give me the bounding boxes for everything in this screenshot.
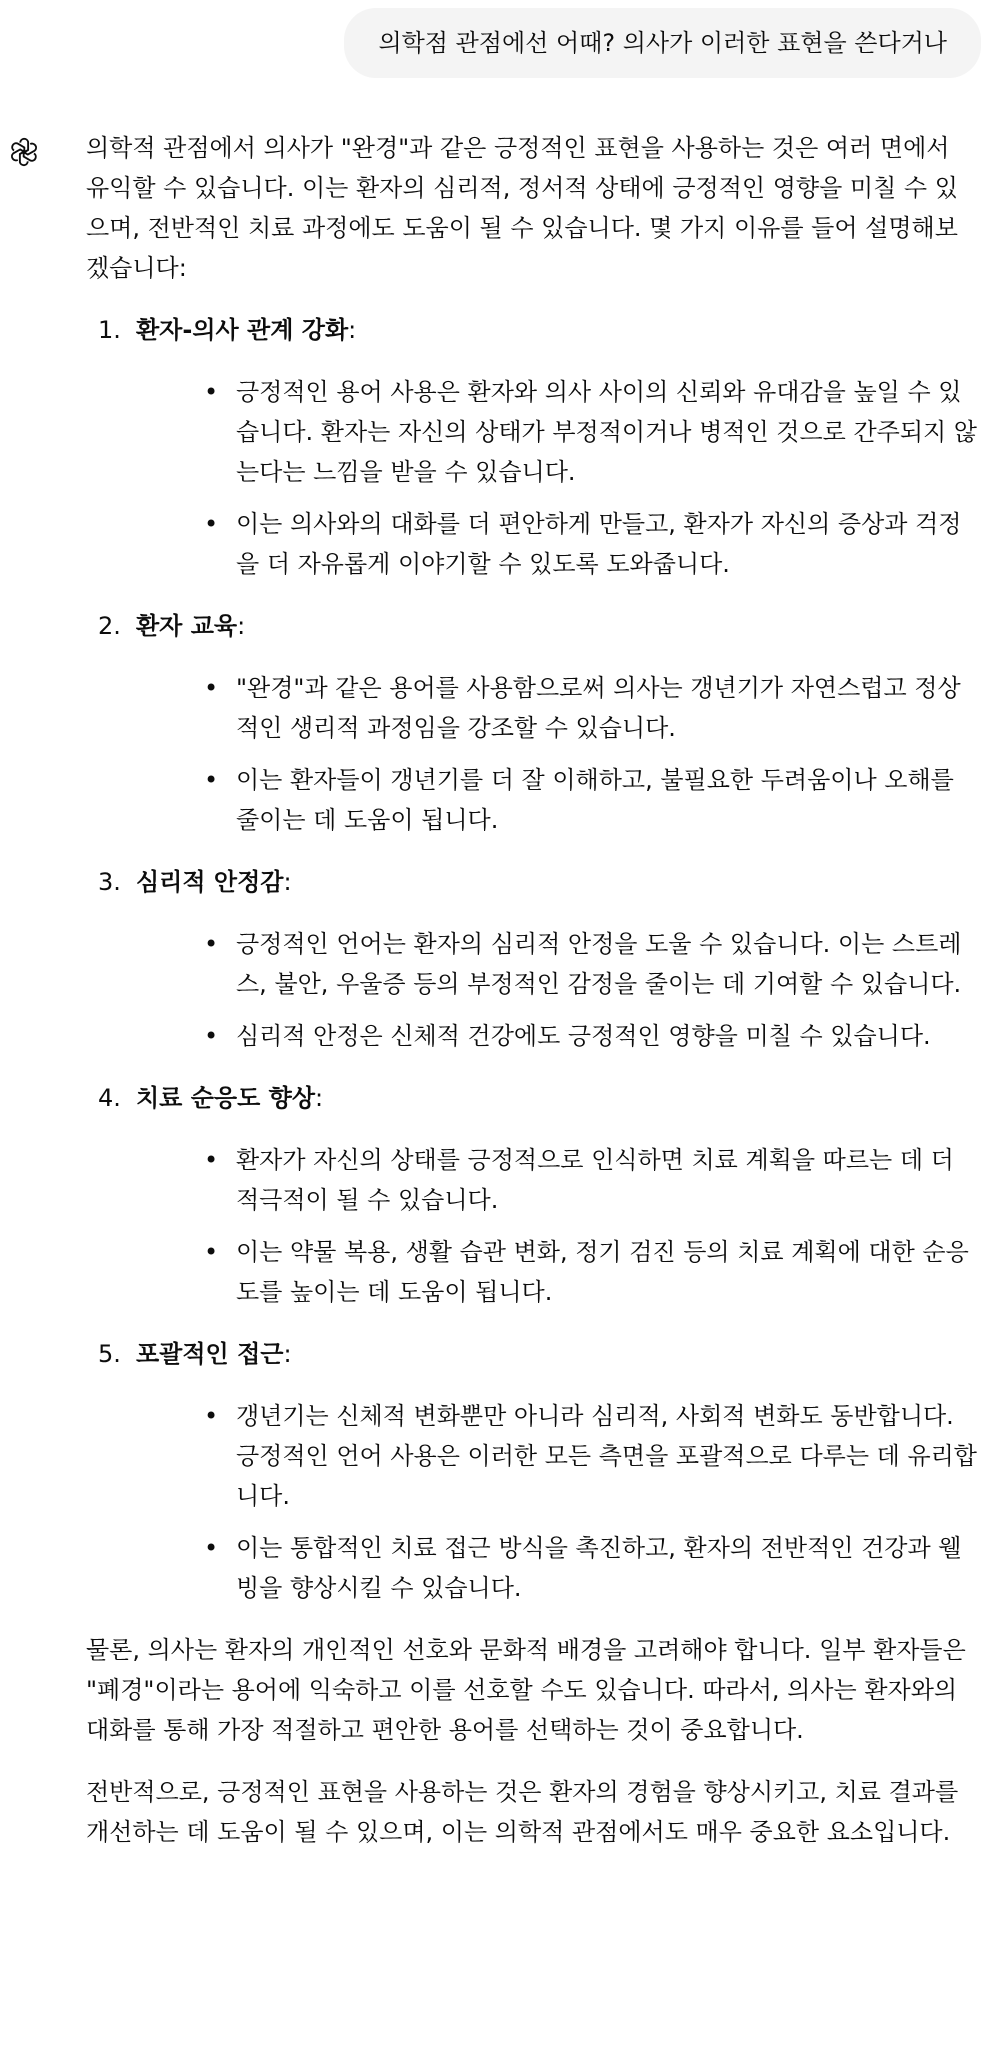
section-item xyxy=(98,862,980,1056)
bullet-point: • 이는 환자들이 갱년기를 더 잘 이해하고, 불필요한 두려움이나 오해를 줄이는 데 도움이 됩니다. xyxy=(236,760,980,840)
section-title: 포괄적인 접근 xyxy=(136,1340,284,1368)
user-message-bubble: 의학점 관점에선 어때? 의사가 이러한 표현을 쓴다거나 xyxy=(344,8,981,78)
section-number: 3. xyxy=(98,868,121,896)
section-colon: : xyxy=(283,1340,292,1368)
section-title: 환자-의사 관계 강화 xyxy=(136,316,349,344)
section-points xyxy=(136,1396,980,1608)
bullet-point: • 갱년기는 신체적 변화뿐만 아니라 심리적, 사회적 변화도 동반합니다. 긍정적인 언어 사용은 이러한 모든 측면을 포괄적으로 다루는 데 유리합니다. xyxy=(236,1396,980,1516)
section-points xyxy=(136,1140,980,1312)
section-colon: : xyxy=(348,316,357,344)
section-title: 심리적 안정감 xyxy=(136,868,284,896)
reasons-list xyxy=(86,310,980,1608)
section-heading xyxy=(98,1334,980,1374)
section-heading xyxy=(98,310,980,350)
section-points xyxy=(136,924,980,1056)
section-title: 환자 교육 xyxy=(136,612,238,640)
section-colon: : xyxy=(237,612,246,640)
section-number: 2. xyxy=(98,612,121,640)
user-message-row xyxy=(344,8,981,78)
section-points xyxy=(136,372,980,584)
bullet-point: • "완경"과 같은 용어를 사용함으로써 의사는 갱년기가 자연스럽고 정상적인 생리적 과정임을 강조할 수 있습니다. xyxy=(236,668,980,748)
bullet-point: • 심리적 안정은 신체적 건강에도 긍정적인 영향을 미칠 수 있습니다. xyxy=(236,1016,980,1056)
intro-paragraph: 의학적 관점에서 의사가 "완경"과 같은 긍정적인 표현을 사용하는 것은 여러 면에서 유익할 수 있습니다. 이는 환자의 심리적, 정서적 상태에 긍정적인 영향을 미칠 수 있으며, 전반적인 치료 과정에도 도움이 될 수 있습니다. 몇 가지 이유를 들어 설명해보겠습니다: xyxy=(86,134,958,282)
section-item xyxy=(98,606,980,840)
section-heading xyxy=(98,1078,980,1118)
section-item xyxy=(98,1078,980,1312)
section-heading xyxy=(98,862,980,902)
section-title: 치료 순응도 향상 xyxy=(136,1084,315,1112)
section-number: 4. xyxy=(98,1084,121,1112)
section-colon: : xyxy=(283,868,292,896)
summary-paragraph: 전반적으로, 긍정적인 표현을 사용하는 것은 환자의 경험을 향상시키고, 치료 결과를 개선하는 데 도움이 될 수 있으며, 이는 의학적 관점에서도 매우 중요한 요소입니다. xyxy=(86,1778,959,1846)
bullet-point: • 이는 통합적인 치료 접근 방식을 촉진하고, 환자의 전반적인 건강과 웰빙을 향상시킬 수 있습니다. xyxy=(236,1528,980,1608)
closing-paragraph: 물론, 의사는 환자의 개인적인 선호와 문화적 배경을 고려해야 합니다. 일부 환자들은 "폐경"이라는 용어에 익숙하고 이를 선호할 수도 있습니다. 따라서, 의사는 환자와의 대화를 통해 가장 적절하고 편안한 용어를 선택하는 것이 중요합니다. xyxy=(86,1636,966,1744)
bullet-point: • 이는 의사와의 대화를 더 편안하게 만들고, 환자가 자신의 증상과 걱정을 더 자유롭게 이야기할 수 있도록 도와줍니다. xyxy=(236,504,980,584)
assistant-message-body xyxy=(86,128,980,1874)
section-number: 5. xyxy=(98,1340,121,1368)
bullet-point: • 긍정적인 언어는 환자의 심리적 안정을 도울 수 있습니다. 이는 스트레스, 불안, 우울증 등의 부정적인 감정을 줄이는 데 기여할 수 있습니다. xyxy=(236,924,980,1004)
section-colon: : xyxy=(315,1084,324,1112)
bullet-point: • 이는 약물 복용, 생활 습관 변화, 정기 검진 등의 치료 계획에 대한 순응도를 높이는 데 도움이 됩니다. xyxy=(236,1232,980,1312)
openai-logo-icon xyxy=(8,136,40,168)
section-heading xyxy=(98,606,980,646)
section-number: 1. xyxy=(98,316,121,344)
section-item xyxy=(98,1334,980,1608)
bullet-point: • 환자가 자신의 상태를 긍정적으로 인식하면 치료 계획을 따르는 데 더 적극적이 될 수 있습니다. xyxy=(236,1140,980,1220)
bullet-point: • 긍정적인 용어 사용은 환자와 의사 사이의 신뢰와 유대감을 높일 수 있습니다. 환자는 자신의 상태가 부정적이거나 병적인 것으로 간주되지 않는다는 느낌을 받을 수 있습니다. xyxy=(236,372,980,492)
section-item xyxy=(98,310,980,584)
section-points xyxy=(136,668,980,840)
